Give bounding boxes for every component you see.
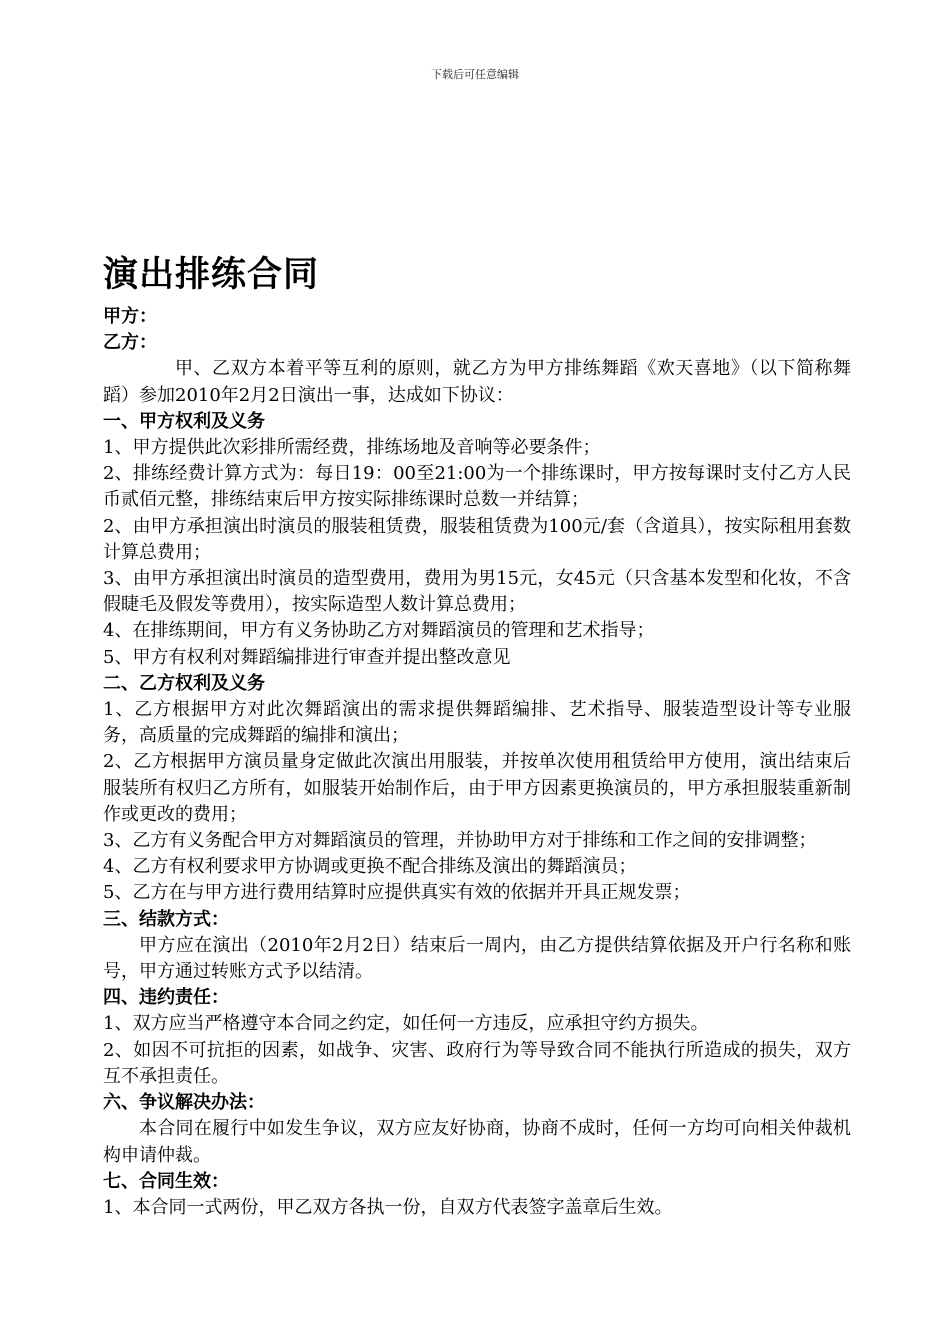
section-1-item: 3、由甲方承担演出时演员的造型费用，费用为男15元，女45元（只含基本发型和化妆，不含假睫毛及假发等费用），按实际造型人数计算总费用； xyxy=(103,568,851,616)
section-4-heading: 四、违约责任： xyxy=(103,987,229,1009)
section-4-item: 1、双方应当严格遵守本合同之约定，如任何一方违反，应承担守约方损失。 xyxy=(103,1013,709,1035)
section-1-item: 4、在排练期间，甲方有义务协助乙方对舞蹈演员的管理和艺术指导； xyxy=(103,620,655,642)
section-1-item: 1、甲方提供此次彩排所需经费，排练场地及音响等必要条件； xyxy=(103,437,601,459)
section-2-item: 3、乙方有义务配合甲方对舞蹈演员的管理，并协助甲方对于排练和工作之间的安排调整； xyxy=(103,830,817,852)
section-6-heading: 六、争议解决办法： xyxy=(103,1092,265,1114)
section-2-item: 5、乙方在与甲方进行费用结算时应提供真实有效的依据并开具正规发票； xyxy=(103,882,691,904)
section-7-item: 1、本合同一式两份，甲乙双方各执一份，自双方代表签字盖章后生效。 xyxy=(103,1196,673,1218)
section-2-item: 4、乙方有权利要求甲方协调或更换不配合排练及演出的舞蹈演员； xyxy=(103,856,637,878)
contract-body xyxy=(103,248,851,1221)
section-1-heading: 一、甲方权利及义务 xyxy=(103,410,265,432)
section-3-body: 甲方应在演出（2010年2月2日）结束后一周内，由乙方提供结算依据及开户行名称和账号，甲方通过转账方式予以结清。 xyxy=(103,934,851,983)
party-a-label: 甲方： xyxy=(103,306,157,327)
section-2-item: 1、乙方根据甲方对此次舞蹈演出的需求提供舞蹈编排、艺术指导、服装造型设计等专业服务，高质量的完成舞蹈的编排和演出； xyxy=(103,699,851,747)
intro-paragraph: 甲、乙双方本着平等互利的原则，就乙方为甲方排练舞蹈《欢天喜地》（以下简称舞蹈）参加2010年2月2日演出一事，达成如下协议： xyxy=(103,358,851,406)
section-2-item: 2、乙方根据甲方演员量身定做此次演出用服装，并按单次使用租赁给甲方使用，演出结束后服装所有权归乙方所有，如服装开始制作后，由于甲方因素更换演员的，甲方承担服装重新制作或更改的费用； xyxy=(103,751,851,825)
section-1-item: 5、甲方有权利对舞蹈编排进行审查并提出整改意见 xyxy=(103,646,511,668)
section-6-body: 本合同在履行中如发生争议，双方应友好协商，协商不成时，任何一方均可向相关仲裁机构申请仲裁。 xyxy=(103,1118,851,1166)
section-4-item: 2、如因不可抗拒的因素，如战争、灾害、政府行为等导致合同不能执行所造成的损失，双方互不承担责任。 xyxy=(103,1039,851,1087)
section-1-item: 2、排练经费计算方式为：每日19：00至21:00为一个排练课时，甲方按每课时支付乙方人民币贰佰元整，排练结束后甲方按实际排练课时总数一并结算； xyxy=(103,463,851,511)
section-3-heading: 三、结款方式： xyxy=(103,908,229,930)
header-note: 下载后可任意编辑 xyxy=(431,68,519,81)
document-title: 演出排练合同 xyxy=(103,255,320,295)
section-1-item: 2、由甲方承担演出时演员的服装租赁费，服装租赁费为100元/套（含道具），按实际租用套数计算总费用； xyxy=(103,515,851,563)
party-b-label: 乙方： xyxy=(103,332,157,354)
section-2-heading: 二、乙方权利及义务 xyxy=(103,672,265,694)
section-7-heading: 七、合同生效： xyxy=(103,1170,229,1192)
